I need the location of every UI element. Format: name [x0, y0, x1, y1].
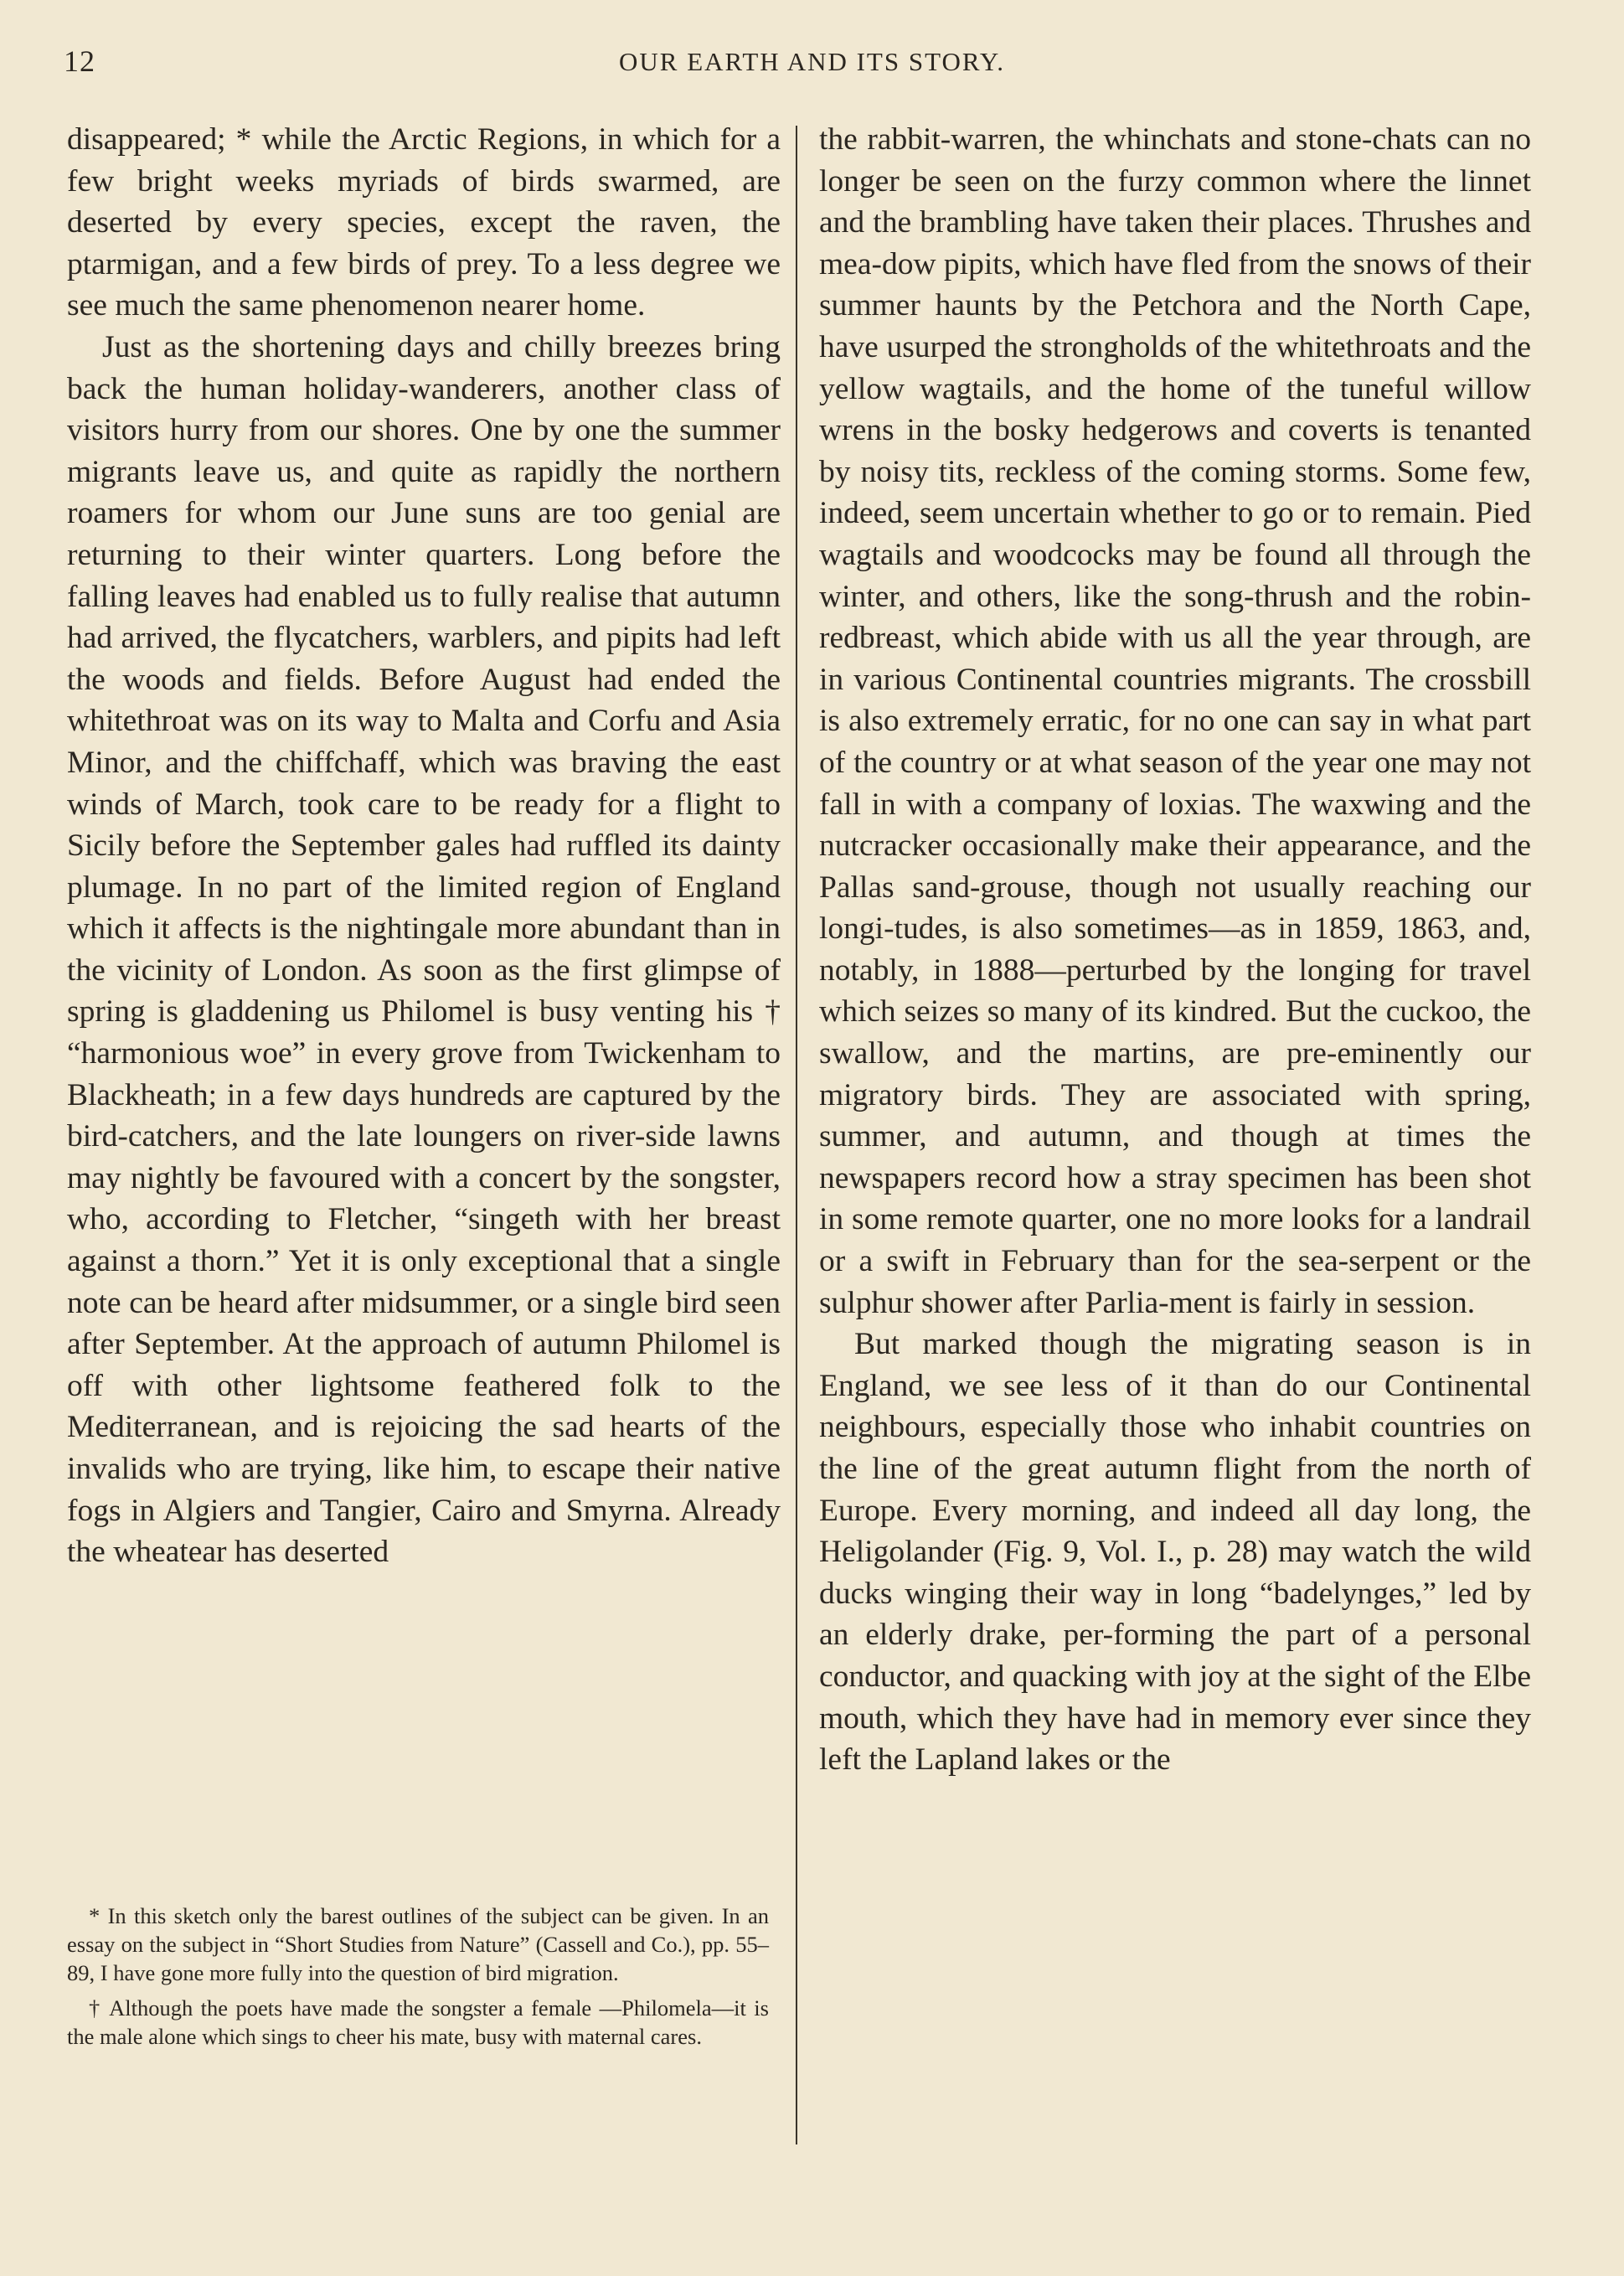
- paragraph: Just as the shortening days and chilly breezes bring back the human holiday-wanderers, another class of visitors hurry from our shores. One by one the summer migrants leave us, and quite as rapidly the northern roamers for whom our June suns are too genial are returning to their winter quarters. Long before the falling leaves had enabled us to fully realise that autumn had arrived, the flycatchers, warblers, and pipits had left the woods and fields. Before August had ended the whitethroat was on its way to Malta and Corfu and Asia Minor, and the chiffchaff, which was braving the east winds of March, took care to be ready for a flight to Sicily before the September gales had ruffled its dainty plumage. In no part of the limited region of England which it affects is the nightingale more abundant than in the vicinity of London. As soon as the first glimpse of spring is gladdening us Philomel is busy venting his † “harmonious woe” in every grove from Twickenham to Blackheath; in a few days hundreds are captured by the bird-catchers, and the late loungers on river-side lawns may nightly be favoured with a concert by the songster, who, according to Fletcher, “singeth with her breast against a thorn.” Yet it is only exceptional that a single note can be heard after midsummer, or a single bird seen after September. At the approach of autumn Philomel is off with other lightsome feathered folk to the Mediterranean, and is rejoicing the sad hearts of the invalids who are trying, like him, to escape their native fogs in Algiers and Tangier, Cairo and Smyrna. Already the wheatear has deserted: [67, 329, 781, 1570]
- running-head: OUR EARTH AND ITS STORY.: [619, 47, 1005, 76]
- left-column: [67, 119, 781, 1573]
- footnote: † Although the poets have made the songster a female —Philomela—it is the male alone which sings to cheer his mate, busy with maternal cares.: [67, 1995, 769, 2049]
- page-number: 12: [64, 44, 95, 78]
- paragraph: disappeared; * while the Arctic Regions, in which for a few bright weeks myriads of birds swarmed, are deserted by every species, except the raven, the ptarmigan, and a few birds of prey. To a less degree we see much the same phenomenon nearer home.: [67, 122, 781, 323]
- right-column: [819, 119, 1531, 1781]
- paragraph: But marked though the migrating season is in England, we see less of it than do our Continental neighbours, especially those who inhabit countries on the line of the great autumn flight from the north of Europe. Every morning, and indeed all day long, the Heligolander (Fig. 9, Vol. I., p. 28) may watch the wild ducks winging their way in long “badelynges,” led by an elderly drake, per-forming the part of a personal conductor, and quacking with joy at the sight of the Elbe mouth, which they have had in memory ever since they left the Lapland lakes or the: [819, 1327, 1531, 1778]
- footnote: * In this sketch only the barest outlines of the subject can be given. In an essay on the subject in “Short Studies from Nature” (Cassell and Co.), pp. 55–89, I have gone more fully into the question of bird migration.: [67, 1903, 769, 1985]
- paragraph: the rabbit-warren, the whinchats and stone-chats can no longer be seen on the furzy common where the linnet and the brambling have taken their places. Thrushes and mea-dow pipits, which have fled from the snows of their summer haunts by the Petchora and the North Cape, have usurped the strongholds of the whitethroats and the yellow wagtails, and the home of the tuneful willow wrens in the bosky hedgerows and coverts is tenanted by noisy tits, reckless of the coming storms. Some few, indeed, seem uncertain whether to go or to remain. Pied wagtails and woodcocks may be found all through the winter, and others, like the song-thrush and the robin-redbreast, which abide with us all the year through, are in various Continental countries migrants. The crossbill is also extremely erratic, for no one can say in what part of the country or at what season of the year one may not fall in with a company of loxias. The waxwing and the nutcracker occasionally make their appearance, and the Pallas sand-grouse, though not usually reaching our longi-tudes, is also sometimes—as in 1859, 1863, and, notably, in 1888—perturbed by the longing for travel which seizes so many of its kindred. But the cuckoo, the swallow, and the martins, are pre-eminently our migratory birds. They are associated with spring, summer, and autumn, and though at times the newspapers record how a stray specimen has been shot in some remote quarter, one no more looks for a landrail or a swift in February than for the sea-serpent or the sulphur shower after Parlia-ment is fairly in session.: [819, 122, 1531, 1320]
- footnotes: [67, 1902, 769, 2057]
- column-rule: [796, 126, 797, 2144]
